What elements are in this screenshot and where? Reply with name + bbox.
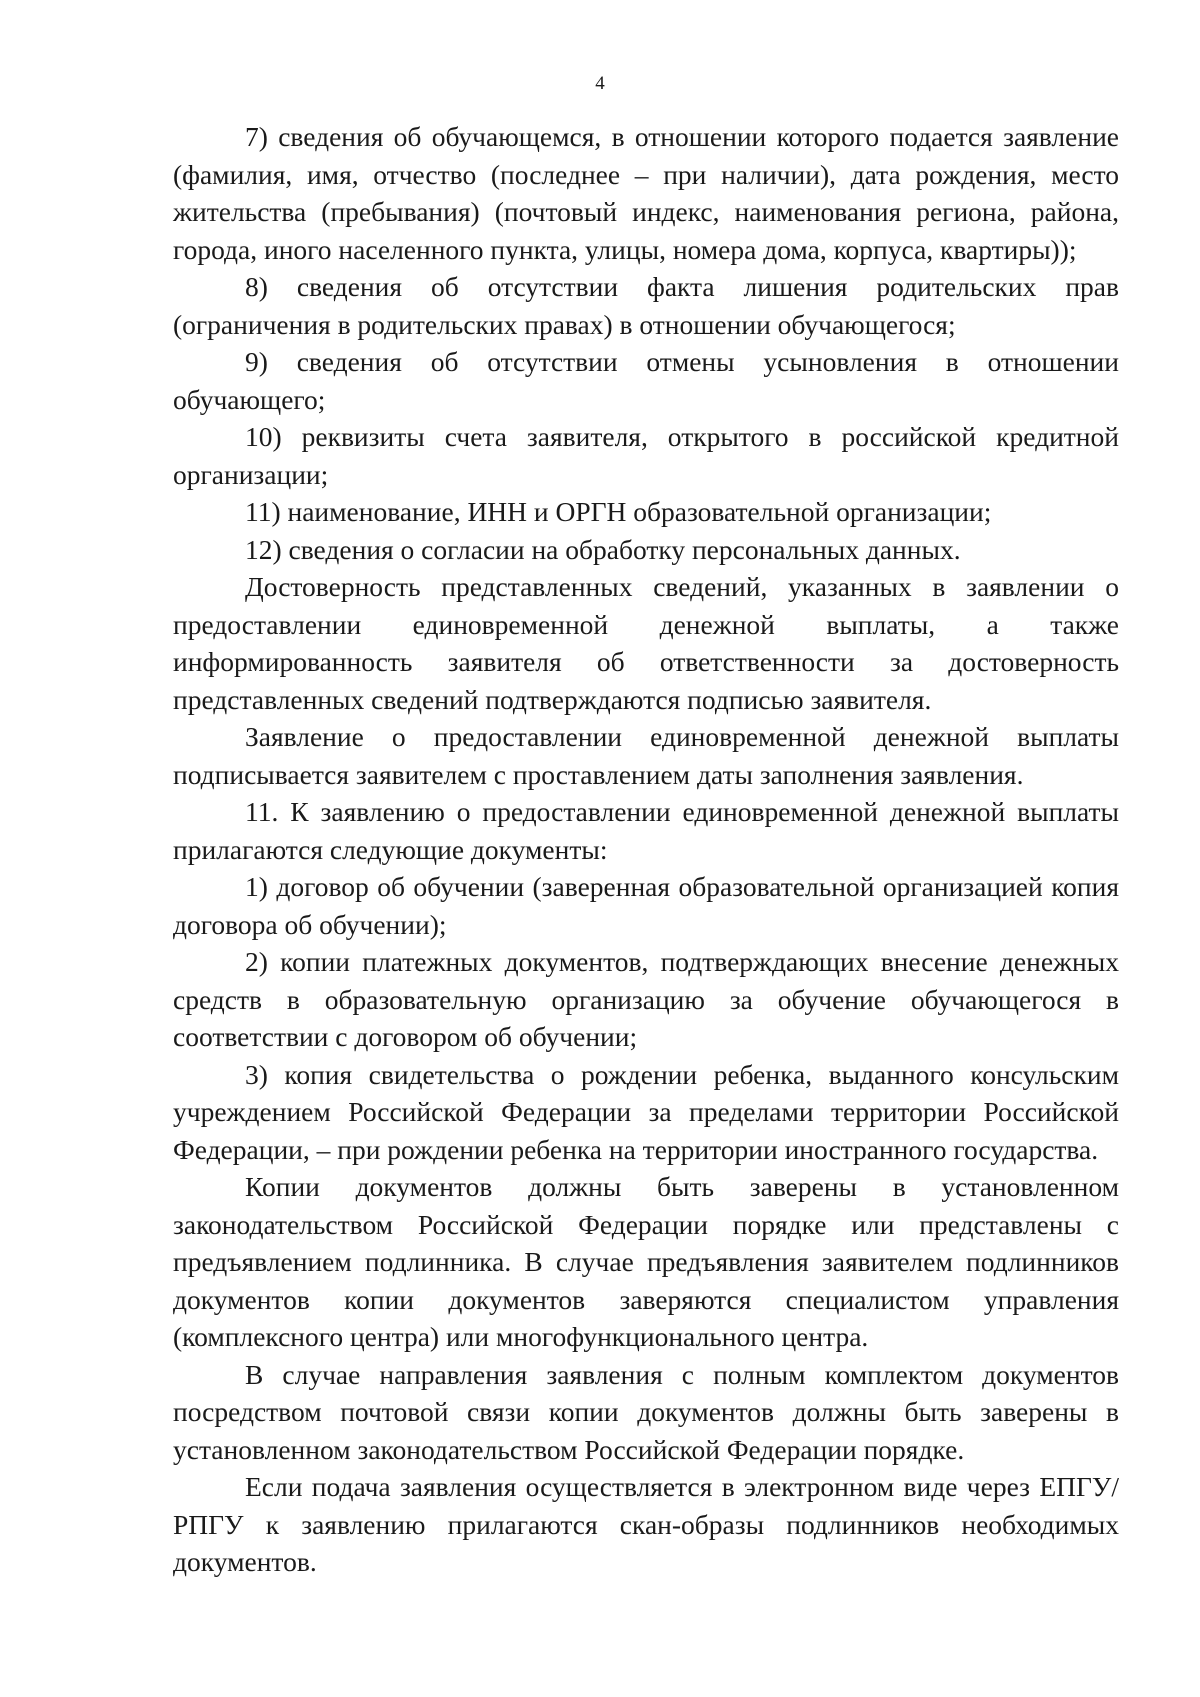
section-11-heading: 11. К заявлению о предоставлении единовременной денежной выплаты прилагаются следующие документы:: [173, 796, 1119, 865]
document-item-3: 3) копия свидетельства о рождении ребенка, выданного консульским учреждением Российской Федерации за пределами территории Российской Федерации, – при рождении ребенка на территории иностранного государства.: [173, 1058, 1119, 1165]
page-number: 4: [595, 73, 605, 94]
paragraph-reliability: Достоверность представленных сведений, указанных в заявлении о предоставлении единовременной денежной выплаты, а также информированность заявителя об ответственности за достоверность представленных сведений подтверждаются подписью заявителя.: [173, 571, 1119, 715]
list-item-10: 10) реквизиты счета заявителя, открытого в российской кредитной организации;: [173, 421, 1119, 490]
document-body: [173, 118, 1119, 1581]
paragraph-electronic: Если подача заявления осуществляется в электронном виде через ЕПГУ/РПГУ к заявлению прилагаются скан-образы подлинников необходимых документов.: [173, 1471, 1119, 1577]
list-item-7: 7) сведения об обучающемся, в отношении которого подается заявление (фамилия, имя, отчество (последнее – при наличии), дата рождения, место жительства (пребывания) (почтовый индекс, наименования региона, района, города, иного населенного пункта, улицы, номера дома, корпуса, квартиры));: [173, 121, 1119, 265]
list-item-12: 12) сведения о согласии на обработку персональных данных.: [245, 533, 961, 565]
document-item-2: 2) копии платежных документов, подтверждающих внесение денежных средств в образовательную организацию за обучение обучающегося в соответствии с договором об обучении;: [173, 946, 1119, 1052]
paragraph-postal: В случае направления заявления с полным комплектом документов посредством почтовой связи копии документов должны быть заверены в установленном законодательством Российской Федерации порядке.: [173, 1358, 1119, 1465]
paragraph-signature: Заявление о предоставлении единовременной денежной выплаты подписывается заявителем с проставлением даты заполнения заявления.: [173, 721, 1119, 790]
paragraph-copies: Копии документов должны быть заверены в установленном законодательством Российской Федерации порядке или представлены с предъявлением подлинника. В случае предъявления заявителем подлинников документов копии документов заверяются специалистом управления (комплексного центра) или многофункционального центра.: [173, 1171, 1119, 1352]
list-item-11: 11) наименование, ИНН и ОРГН образовательной организации;: [245, 496, 992, 527]
list-item-8: 8) сведения об отсутствии факта лишения родительских прав (ограничения в родительских правах) в отношении обучающегося;: [173, 271, 1119, 340]
document-item-1: 1) договор об обучении (заверенная образовательной организацией копия договора об обучении);: [173, 871, 1119, 940]
list-item-9: 9) сведения об отсутствии отмены усыновления в отношении обучающего;: [173, 346, 1119, 415]
